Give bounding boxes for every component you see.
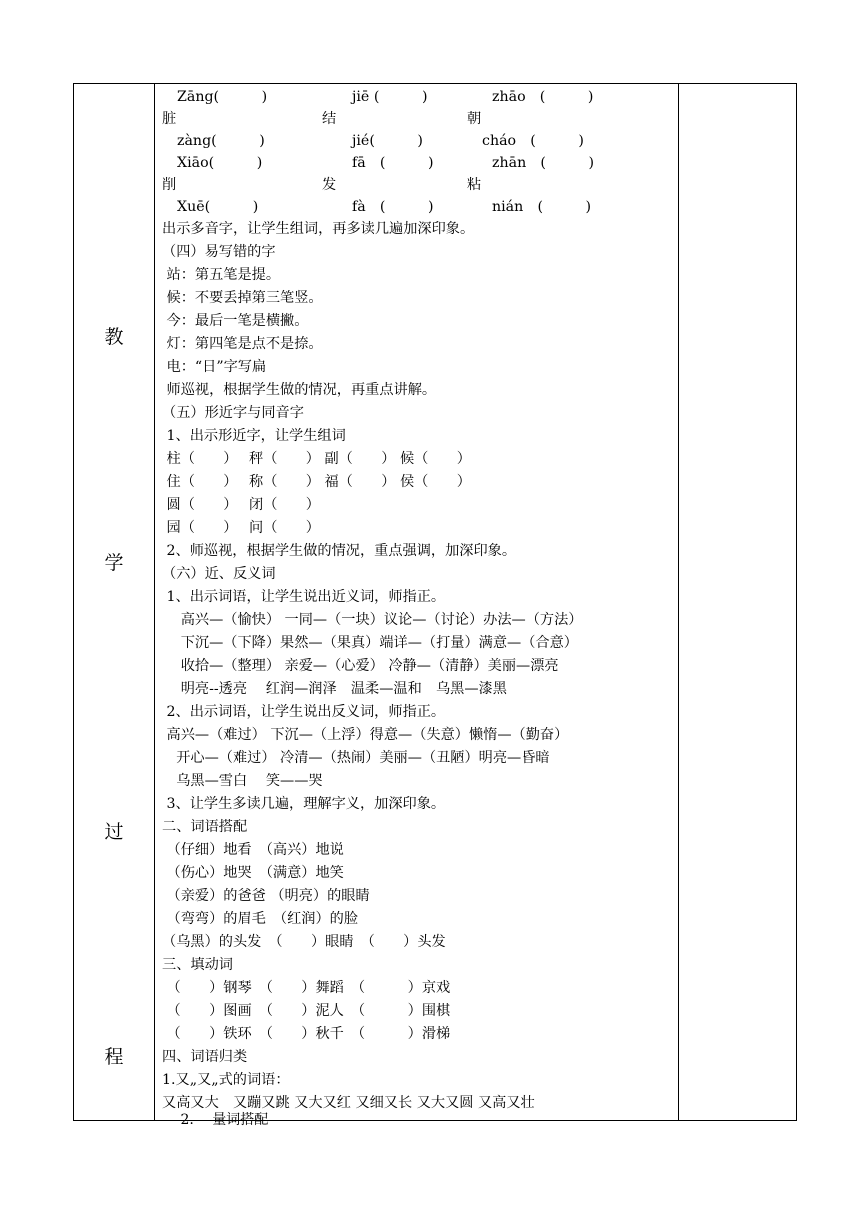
side-label-jiao: 教 — [104, 326, 124, 348]
text-line: 2. 量词搭配 — [162, 1112, 269, 1128]
pinyin-fa4: fà ( ) — [352, 199, 434, 215]
pinyin-xue: Xuē( ) — [177, 199, 259, 215]
text-line: 明亮--透亮 红润—润泽 温柔—温和 乌黑—漆黑 — [162, 681, 507, 697]
lesson-table — [73, 83, 797, 1128]
pinyin-xiao: Xiāo( ) — [177, 155, 263, 171]
text-line: 1.又„又„式的词语： — [162, 1072, 290, 1088]
text-line: 住（ ） 称（ ） 福（ ） 侯（ ） — [162, 474, 471, 490]
pinyin-fa1: fā ( ) — [352, 155, 434, 171]
text-line: 高兴—（愉快） 一同—（一块）议论—（讨论）办法—（方法） — [162, 612, 583, 628]
text-line: 开心—（难过） 冷清—（热闹）美丽—（丑陋）明亮—昏暗 — [162, 750, 550, 766]
text-line: 3、让学生多读几遍，理解字义，加深印象。 — [162, 796, 446, 812]
char-zhao: 朝 — [467, 111, 482, 127]
section-heading: （六）近、反义词 — [162, 566, 276, 582]
section-heading: （四）易写错的字 — [162, 244, 276, 260]
text-line: 园（ ） 问（ ） — [162, 520, 320, 536]
pinyin-jie2: jié( ) — [352, 133, 423, 149]
text-line: 站：第五笔是提。 — [162, 267, 281, 283]
text-line: （亲爱）的爸爸 （明亮）的眼睛 — [162, 888, 370, 904]
section-heading: 四、词语归类 — [162, 1049, 248, 1065]
text-line: 候：不要丢掉第三笔竖。 — [162, 290, 323, 306]
text-line: 1、出示形近字，让学生组词 — [162, 428, 346, 444]
side-label-cheng: 程 — [104, 1046, 124, 1068]
section-heading: 二、词语搭配 — [162, 819, 248, 835]
pinyin-zang4: zàng( ) — [177, 133, 265, 149]
char-fa: 发 — [322, 177, 337, 193]
text-line: 2、师巡视，根据学生做的情况，重点强调，加深印象。 — [162, 543, 517, 559]
text-line: 1、出示词语，让学生说出近义词，师指正。 — [162, 589, 446, 605]
text-line: 今：最后一笔是横撇。 — [162, 313, 309, 329]
text-line: （ ）图画 （ ）泥人 （ ）围棋 — [162, 1003, 451, 1019]
section-heading: （五）形近字与同音字 — [162, 405, 304, 421]
text-line: （ ）钢琴 （ ）舞蹈 （ ）京戏 — [162, 980, 451, 996]
text-line: 师巡视，根据学生做的情况，再重点讲解。 — [162, 382, 437, 398]
pinyin-zhao: zhāo ( ) — [492, 89, 594, 105]
char-zang: 脏 — [162, 111, 177, 127]
label-column — [74, 84, 155, 1120]
text-line: （弯弯）的眉毛 （红润）的脸 — [162, 911, 359, 927]
text-line: （仔细）地看 （高兴）地说 — [162, 842, 344, 858]
pinyin-chao: cháo ( ) — [482, 133, 584, 149]
text-line: 乌黑—雪白 笑——哭 — [162, 773, 323, 789]
text-line: 圆（ ） 闭（ ） — [162, 497, 320, 513]
text-line: 灯：第四笔是点不是捺。 — [162, 336, 323, 352]
text-line: （伤心）地哭 （满意）地笑 — [162, 865, 344, 881]
text-line: 出示多音字，让学生组词，再多读几遍加深印象。 — [162, 221, 475, 237]
pinyin-nian: nián ( ) — [492, 199, 592, 215]
pinyin-zang1: Zāng( ) — [177, 89, 268, 105]
pinyin-zhan: zhān ( ) — [492, 155, 595, 171]
text-line: 又高又大 又蹦又跳 又大又红 又细又长 又大又圆 又高又壮 — [162, 1095, 535, 1111]
text-line: 下沉—（下降）果然—（果真）端详—（打量）满意—（合意） — [162, 635, 578, 651]
char-jie: 结 — [322, 111, 337, 127]
pinyin-jie1: jiē ( ) — [352, 89, 428, 105]
char-xiao: 削 — [162, 177, 177, 193]
section-heading: 三、填动词 — [162, 957, 233, 973]
notes-column — [678, 84, 796, 1120]
text-line: 高兴—（难过） 下沉—（上浮）得意—（失意）懒惰—（勤奋） — [162, 727, 569, 743]
text-line: （乌黑）的头发 （ ）眼睛 （ ）头发 — [162, 934, 446, 950]
text-line: （ ）铁环 （ ）秋千 （ ）滑梯 — [162, 1026, 451, 1042]
text-line: 柱（ ） 秤（ ） 副（ ） 候（ ） — [162, 451, 471, 467]
side-label-guo: 过 — [104, 821, 124, 843]
text-line: 2、出示词语，让学生说出反义词，师指正。 — [162, 704, 446, 720]
char-zhan: 粘 — [467, 177, 482, 193]
side-label-xue: 学 — [104, 552, 124, 574]
text-line: 收拾—（整理） 亲爱—（心爱） 冷静—（清静）美丽—漂亮 — [162, 658, 559, 674]
text-line: 电：“日”字写扁 — [162, 359, 267, 375]
